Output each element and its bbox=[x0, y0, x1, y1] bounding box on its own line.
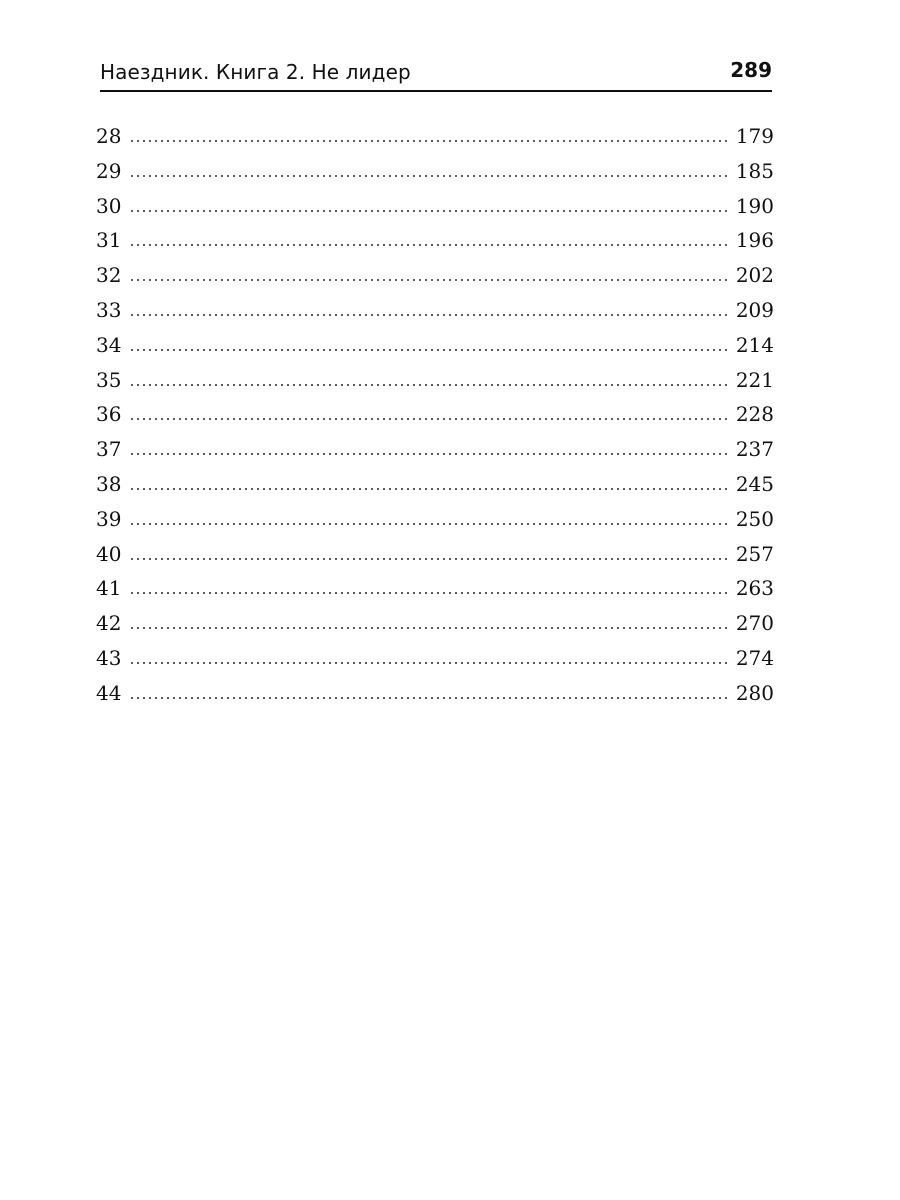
toc-dot-leader bbox=[129, 349, 729, 351]
running-title: Наездник. Книга 2. Не лидер bbox=[100, 60, 411, 84]
toc-page-number: 250 bbox=[735, 506, 774, 531]
page-number: 289 bbox=[730, 58, 772, 82]
toc-entry[interactable] bbox=[96, 124, 774, 159]
toc-entry[interactable] bbox=[96, 228, 774, 263]
toc-dot-leader bbox=[129, 175, 729, 177]
toc-chapter-number: 40 bbox=[96, 541, 122, 566]
toc-entry[interactable] bbox=[96, 298, 774, 333]
toc-entry[interactable] bbox=[96, 611, 774, 646]
toc-dot-leader bbox=[129, 662, 729, 664]
table-of-contents bbox=[96, 124, 774, 716]
toc-chapter-number: 34 bbox=[96, 332, 122, 357]
toc-page-number: 228 bbox=[735, 402, 774, 427]
page-header bbox=[100, 54, 772, 92]
toc-entry[interactable] bbox=[96, 472, 774, 507]
toc-page-number: 202 bbox=[735, 263, 774, 288]
toc-entry[interactable] bbox=[96, 159, 774, 194]
toc-chapter-number: 37 bbox=[96, 437, 122, 462]
toc-page-number: 263 bbox=[735, 576, 774, 601]
toc-dot-leader bbox=[129, 210, 729, 212]
toc-dot-leader bbox=[129, 314, 729, 316]
toc-entry[interactable] bbox=[96, 542, 774, 577]
toc-chapter-number: 28 bbox=[96, 124, 122, 148]
toc-chapter-number: 44 bbox=[96, 680, 122, 705]
toc-chapter-number: 35 bbox=[96, 367, 122, 392]
toc-chapter-number: 39 bbox=[96, 506, 122, 531]
toc-dot-leader bbox=[129, 418, 729, 420]
toc-page-number: 270 bbox=[735, 611, 774, 636]
toc-entry[interactable] bbox=[96, 681, 774, 716]
toc-page-number: 179 bbox=[735, 124, 774, 148]
toc-page-number: 190 bbox=[735, 193, 774, 218]
toc-entry[interactable] bbox=[96, 194, 774, 229]
toc-dot-leader bbox=[129, 244, 729, 246]
toc-page-number: 185 bbox=[735, 158, 774, 183]
toc-entry[interactable] bbox=[96, 507, 774, 542]
toc-chapter-number: 32 bbox=[96, 263, 122, 288]
toc-entry[interactable] bbox=[96, 437, 774, 472]
toc-entry[interactable] bbox=[96, 402, 774, 437]
toc-entry[interactable] bbox=[96, 646, 774, 681]
toc-page-number: 196 bbox=[735, 228, 774, 253]
toc-page-number: 237 bbox=[735, 437, 774, 462]
toc-chapter-number: 36 bbox=[96, 402, 122, 427]
toc-dot-leader bbox=[129, 453, 729, 455]
toc-entry[interactable] bbox=[96, 368, 774, 403]
toc-chapter-number: 30 bbox=[96, 193, 122, 218]
toc-chapter-number: 41 bbox=[96, 576, 122, 601]
toc-page-number: 214 bbox=[735, 332, 774, 357]
toc-chapter-number: 31 bbox=[96, 228, 122, 253]
toc-chapter-number: 42 bbox=[96, 611, 122, 636]
toc-dot-leader bbox=[129, 558, 729, 560]
toc-dot-leader bbox=[129, 592, 729, 594]
toc-entry[interactable] bbox=[96, 333, 774, 368]
toc-page-number: 209 bbox=[735, 297, 774, 322]
toc-dot-leader bbox=[129, 488, 729, 490]
toc-chapter-number: 38 bbox=[96, 471, 122, 496]
toc-page-number: 274 bbox=[735, 645, 774, 670]
toc-page-number: 257 bbox=[735, 541, 774, 566]
toc-chapter-number: 29 bbox=[96, 158, 122, 183]
toc-dot-leader bbox=[129, 279, 729, 281]
toc-dot-leader bbox=[129, 627, 729, 629]
toc-entry[interactable] bbox=[96, 263, 774, 298]
toc-page-number: 280 bbox=[735, 680, 774, 705]
toc-dot-leader bbox=[129, 523, 729, 525]
toc-page-number: 221 bbox=[735, 367, 774, 392]
toc-chapter-number: 33 bbox=[96, 297, 122, 322]
toc-entry[interactable] bbox=[96, 576, 774, 611]
toc-page-number: 245 bbox=[735, 471, 774, 496]
toc-dot-leader bbox=[129, 140, 729, 142]
toc-dot-leader bbox=[129, 697, 729, 699]
toc-chapter-number: 43 bbox=[96, 645, 122, 670]
toc-dot-leader bbox=[129, 384, 729, 386]
